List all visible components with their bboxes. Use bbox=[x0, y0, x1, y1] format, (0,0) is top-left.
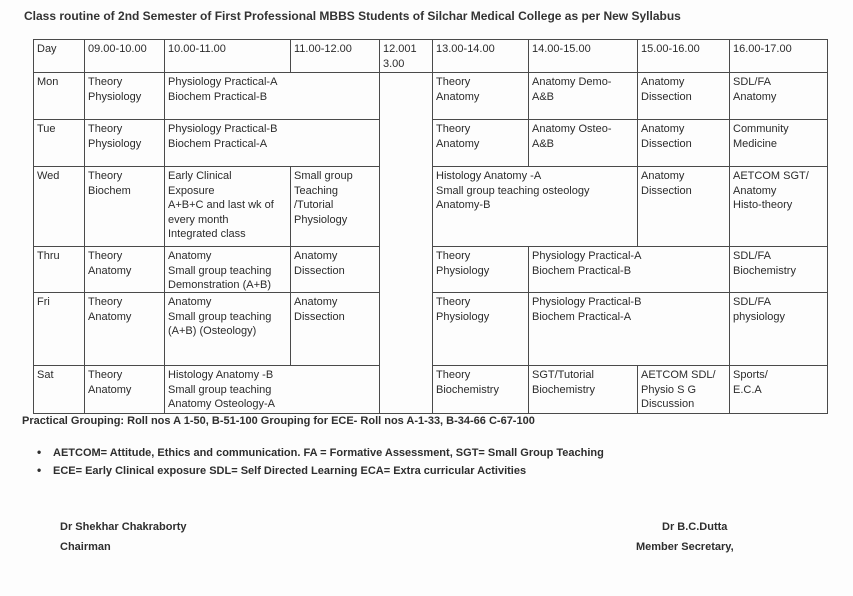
grid-line bbox=[33, 39, 828, 40]
slot-cell: SDL/FA Biochemistry bbox=[733, 250, 796, 277]
slot-cell: Physiology Practical-A Biochem Practical-B bbox=[532, 250, 642, 277]
grid-line bbox=[432, 166, 828, 167]
header-cell: 10.00-11.00 bbox=[168, 43, 226, 55]
day-cell: Tue bbox=[37, 123, 56, 135]
signatory-right bbox=[636, 517, 734, 557]
slot-cell: SDL/FA Anatomy bbox=[733, 76, 777, 103]
grouping-note: Practical Grouping: Roll nos A 1-50, B-51-100 Grouping for ECE- Roll nos A-1-33, B-34-66 C-67-100 bbox=[22, 415, 535, 427]
grid-line bbox=[84, 39, 85, 414]
slot-cell: Anatomy Osteo- A&B bbox=[532, 123, 612, 150]
slot-cell: Physiology Practical-B Biochem Practical-A bbox=[168, 123, 278, 150]
grid-line bbox=[164, 39, 165, 414]
grid-line bbox=[432, 292, 828, 293]
slot-cell: Theory Physiology bbox=[436, 250, 490, 277]
slot-cell: Small group Teaching /Tutorial Physiology bbox=[294, 170, 353, 226]
grid-line bbox=[637, 365, 638, 414]
slot-cell: Community Medicine bbox=[733, 123, 789, 150]
slot-cell: SGT/Tutorial Biochemistry bbox=[532, 369, 595, 396]
bullet-text: ECE= Early Clinical exposure SDL= Self Directed Learning ECA= Extra curricular Activities bbox=[53, 465, 527, 477]
slot-cell: Theory Anatomy bbox=[88, 296, 132, 323]
grid-line bbox=[637, 39, 638, 247]
slot-cell: Anatomy Demo- A&B bbox=[532, 76, 612, 103]
slot-cell: Histology Anatomy -B Small group teaching Anatomy Osteology-A bbox=[168, 369, 275, 410]
bullet-definitions-2 bbox=[37, 463, 526, 477]
grid-line bbox=[432, 39, 433, 414]
slot-cell: Physiology Practical-A Biochem Practical-B bbox=[168, 76, 278, 103]
signatory-left-role: Chairman bbox=[60, 541, 111, 553]
slot-cell: Anatomy Small group teaching Demonstration (A+B) bbox=[168, 250, 272, 291]
slot-cell: Early Clinical Exposure A+B+C and last wk of every month Integrated class bbox=[168, 170, 274, 240]
slot-cell: Theory Biochem bbox=[88, 170, 131, 197]
slot-cell: Theory Anatomy bbox=[436, 123, 480, 150]
header-cell: 15.00-16.00 bbox=[641, 43, 700, 55]
bullet-definitions-1 bbox=[37, 445, 604, 459]
slot-cell: Theory Anatomy bbox=[88, 250, 132, 277]
day-cell: Mon bbox=[37, 76, 59, 88]
signatory-right-role: Member Secretary, bbox=[636, 541, 734, 553]
grid-line bbox=[432, 119, 828, 120]
grid-line bbox=[528, 39, 529, 167]
slot-cell: Theory Physiology bbox=[88, 76, 142, 103]
grid-line bbox=[729, 39, 730, 414]
header-cell: 11.00-12.00 bbox=[294, 43, 352, 55]
grid-line bbox=[33, 413, 828, 414]
grid-line bbox=[290, 39, 291, 73]
slot-cell: Physiology Practical-B Biochem Practical-A bbox=[532, 296, 642, 323]
grid-line bbox=[432, 365, 828, 366]
grid-line bbox=[290, 166, 291, 366]
header-cell: Day bbox=[37, 43, 57, 55]
slot-cell: Histology Anatomy -A Small group teaching osteology Anatomy-B bbox=[436, 170, 590, 211]
page-title: Class routine of 2nd Semester of First Professional MBBS Students of Silchar Medical College as per New Syllabus bbox=[24, 9, 681, 23]
signatory-left-name: Dr Shekhar Chakraborty bbox=[60, 521, 187, 533]
day-cell: Thru bbox=[37, 250, 60, 262]
header-cell: 16.00-17.00 bbox=[733, 43, 792, 55]
slot-cell: Anatomy Dissection bbox=[294, 250, 345, 277]
bullet-icon: • bbox=[37, 445, 42, 459]
header-cell: 13.00-14.00 bbox=[436, 43, 495, 55]
slot-cell: Anatomy Dissection bbox=[641, 123, 692, 150]
slot-cell: Anatomy Small group teaching (A+B) (Osteology) bbox=[168, 296, 272, 337]
grid-line bbox=[379, 39, 380, 414]
day-cell: Sat bbox=[37, 369, 54, 381]
day-cell: Fri bbox=[37, 296, 50, 308]
signatory-right-name: Dr B.C.Dutta bbox=[662, 521, 728, 533]
slot-cell: AETCOM SGT/ Anatomy Histo-theory bbox=[733, 170, 809, 211]
slot-cell: AETCOM SDL/ Physio S G Discussion bbox=[641, 369, 716, 410]
header-cell: 14.00-15.00 bbox=[532, 43, 591, 55]
slot-cell: Sports/ E.C.A bbox=[733, 369, 768, 396]
bullet-text: AETCOM= Attitude, Ethics and communication. FA = Formative Assessment, SGT= Small Group Teaching bbox=[53, 447, 604, 459]
grid-line bbox=[528, 246, 529, 414]
grid-line bbox=[827, 39, 828, 414]
signatory-left bbox=[60, 517, 187, 557]
grid-line bbox=[33, 39, 34, 414]
slot-cell: Theory Anatomy bbox=[88, 369, 132, 396]
slot-cell: Anatomy Dissection bbox=[294, 296, 345, 323]
header-cell: 12.001 3.00 bbox=[383, 43, 417, 70]
day-cell: Wed bbox=[37, 170, 60, 182]
header-cell: 09.00-10.00 bbox=[88, 43, 147, 55]
slot-cell: SDL/FA physiology bbox=[733, 296, 785, 323]
slot-cell: Theory Biochemistry bbox=[436, 369, 499, 396]
slot-cell: Anatomy Dissection bbox=[641, 76, 692, 103]
slot-cell: Theory Physiology bbox=[436, 296, 490, 323]
slot-cell: Theory Anatomy bbox=[436, 76, 480, 103]
slot-cell: Theory Physiology bbox=[88, 123, 142, 150]
grid-line bbox=[432, 246, 828, 247]
bullet-icon: • bbox=[37, 463, 42, 477]
slot-cell: Anatomy Dissection bbox=[641, 170, 692, 197]
grid-line bbox=[33, 72, 828, 73]
